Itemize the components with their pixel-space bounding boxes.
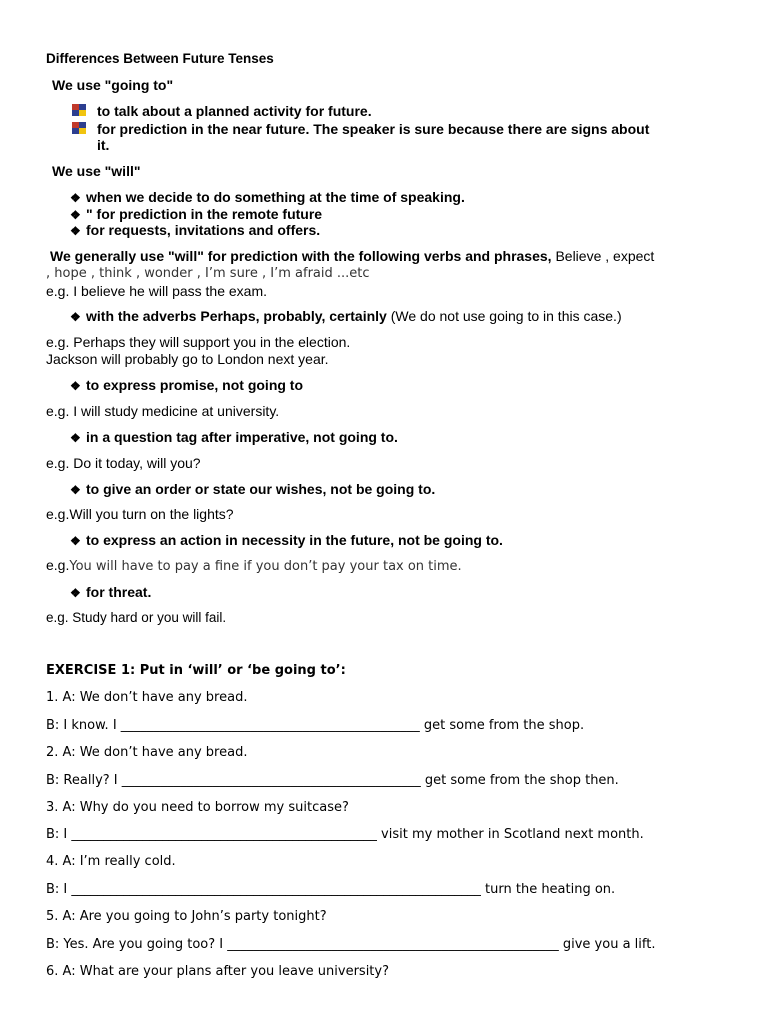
flag-bullet-icon xyxy=(72,122,86,134)
example-rest: You will have to pay a fine if you don’t pay your tax on time. xyxy=(69,559,462,574)
going-to-item: for prediction in the near future. The speaker is sure because there are signs about xyxy=(97,121,650,137)
adverbs-bold: with the adverbs Perhaps, probably, certainly xyxy=(86,308,387,324)
diamond-bullet-icon: ❖ xyxy=(70,379,81,393)
adverbs-item xyxy=(70,308,622,326)
will-item-text: " for prediction in the remote future xyxy=(86,206,323,222)
exercise-line: 1. A: We don’t have any bread. xyxy=(46,690,248,705)
diamond-bullet-icon: ❖ xyxy=(70,483,81,497)
example xyxy=(46,557,462,575)
will-item-text: for requests, invitations and offers. xyxy=(86,222,321,238)
will-item xyxy=(70,189,465,207)
question-tag-item xyxy=(70,429,398,447)
exercise-line: 3. A: Why do you need to borrow my suitcase? xyxy=(46,800,349,815)
example: e.g. I believe he will pass the exam. xyxy=(46,283,268,299)
order-text: to give an order or state our wishes, not be going to. xyxy=(86,481,436,497)
exercise-line: B: Yes. Are you going too? I ___________________________________________________ give you a lift. xyxy=(46,937,656,952)
threat-text: for threat. xyxy=(86,584,152,600)
flag-bullet-icon xyxy=(72,104,86,116)
diamond-bullet-icon: ❖ xyxy=(70,431,81,445)
generally-line xyxy=(50,248,654,265)
exercise-line: B: I _______________________________________________________________ turn the heating on. xyxy=(46,882,616,897)
necessity-text: to express an action in necessity in the future, not be going to. xyxy=(86,532,503,548)
promise-item xyxy=(70,377,303,395)
exercise-line: 4. A: I’m really cold. xyxy=(46,854,176,869)
question-tag-text: in a question tag after imperative, not going to. xyxy=(86,429,398,445)
threat-item xyxy=(70,584,151,602)
exercise-line: B: Really? I ______________________________________________ get some from the shop then. xyxy=(46,773,619,788)
exercise-line: B: I know. I ______________________________________________ get some from the shop. xyxy=(46,718,585,733)
generally-rest: Believe , expect xyxy=(551,248,655,264)
example: e.g.Will you turn on the lights? xyxy=(46,506,234,522)
exercise-line: 6. A: What are your plans after you leave university? xyxy=(46,964,390,979)
adverbs-rest: (We do not use going to in this case.) xyxy=(386,308,622,324)
diamond-bullet-icon: ❖ xyxy=(70,191,81,205)
diamond-bullet-icon: ❖ xyxy=(70,586,81,600)
diamond-bullet-icon: ❖ xyxy=(70,208,81,222)
generally-line-2: , hope , think , wonder , I’m sure , I’m afraid ...etc xyxy=(46,266,370,281)
going-to-heading: We use "going to" xyxy=(52,77,174,93)
example: e.g. Do it today, will you? xyxy=(46,455,201,471)
will-item-text: when we decide to do something at the time of speaking. xyxy=(86,189,465,205)
exercise-line: 2. A: We don’t have any bread. xyxy=(46,745,248,760)
diamond-bullet-icon: ❖ xyxy=(70,224,81,238)
order-item xyxy=(70,481,435,499)
example: e.g. Perhaps they will support you in the election. xyxy=(46,334,351,350)
exercise-line: 5. A: Are you going to John’s party tonight? xyxy=(46,909,327,924)
page-title: Differences Between Future Tenses xyxy=(46,51,274,66)
example: Jackson will probably go to London next year. xyxy=(46,351,329,367)
example: e.g. Study hard or you will fail. xyxy=(46,610,227,625)
going-to-item-continued: it. xyxy=(97,137,110,153)
diamond-bullet-icon: ❖ xyxy=(70,534,81,548)
promise-text: to express promise, not going to xyxy=(86,377,304,393)
example-prefix: e.g. xyxy=(46,557,70,573)
going-to-item: to talk about a planned activity for future. xyxy=(97,103,372,119)
exercise-heading: EXERCISE 1: Put in ‘will’ or ‘be going to’: xyxy=(46,663,346,678)
will-item xyxy=(70,222,320,240)
exercise-line: B: I _______________________________________________ visit my mother in Scotland next month. xyxy=(46,827,644,842)
example: e.g. I will study medicine at university. xyxy=(46,403,280,419)
will-heading: We use "will" xyxy=(52,163,141,179)
diamond-bullet-icon: ❖ xyxy=(70,310,81,324)
generally-bold: We generally use "will" for prediction with the following verbs and phrases, xyxy=(50,248,552,264)
necessity-item xyxy=(70,532,503,550)
